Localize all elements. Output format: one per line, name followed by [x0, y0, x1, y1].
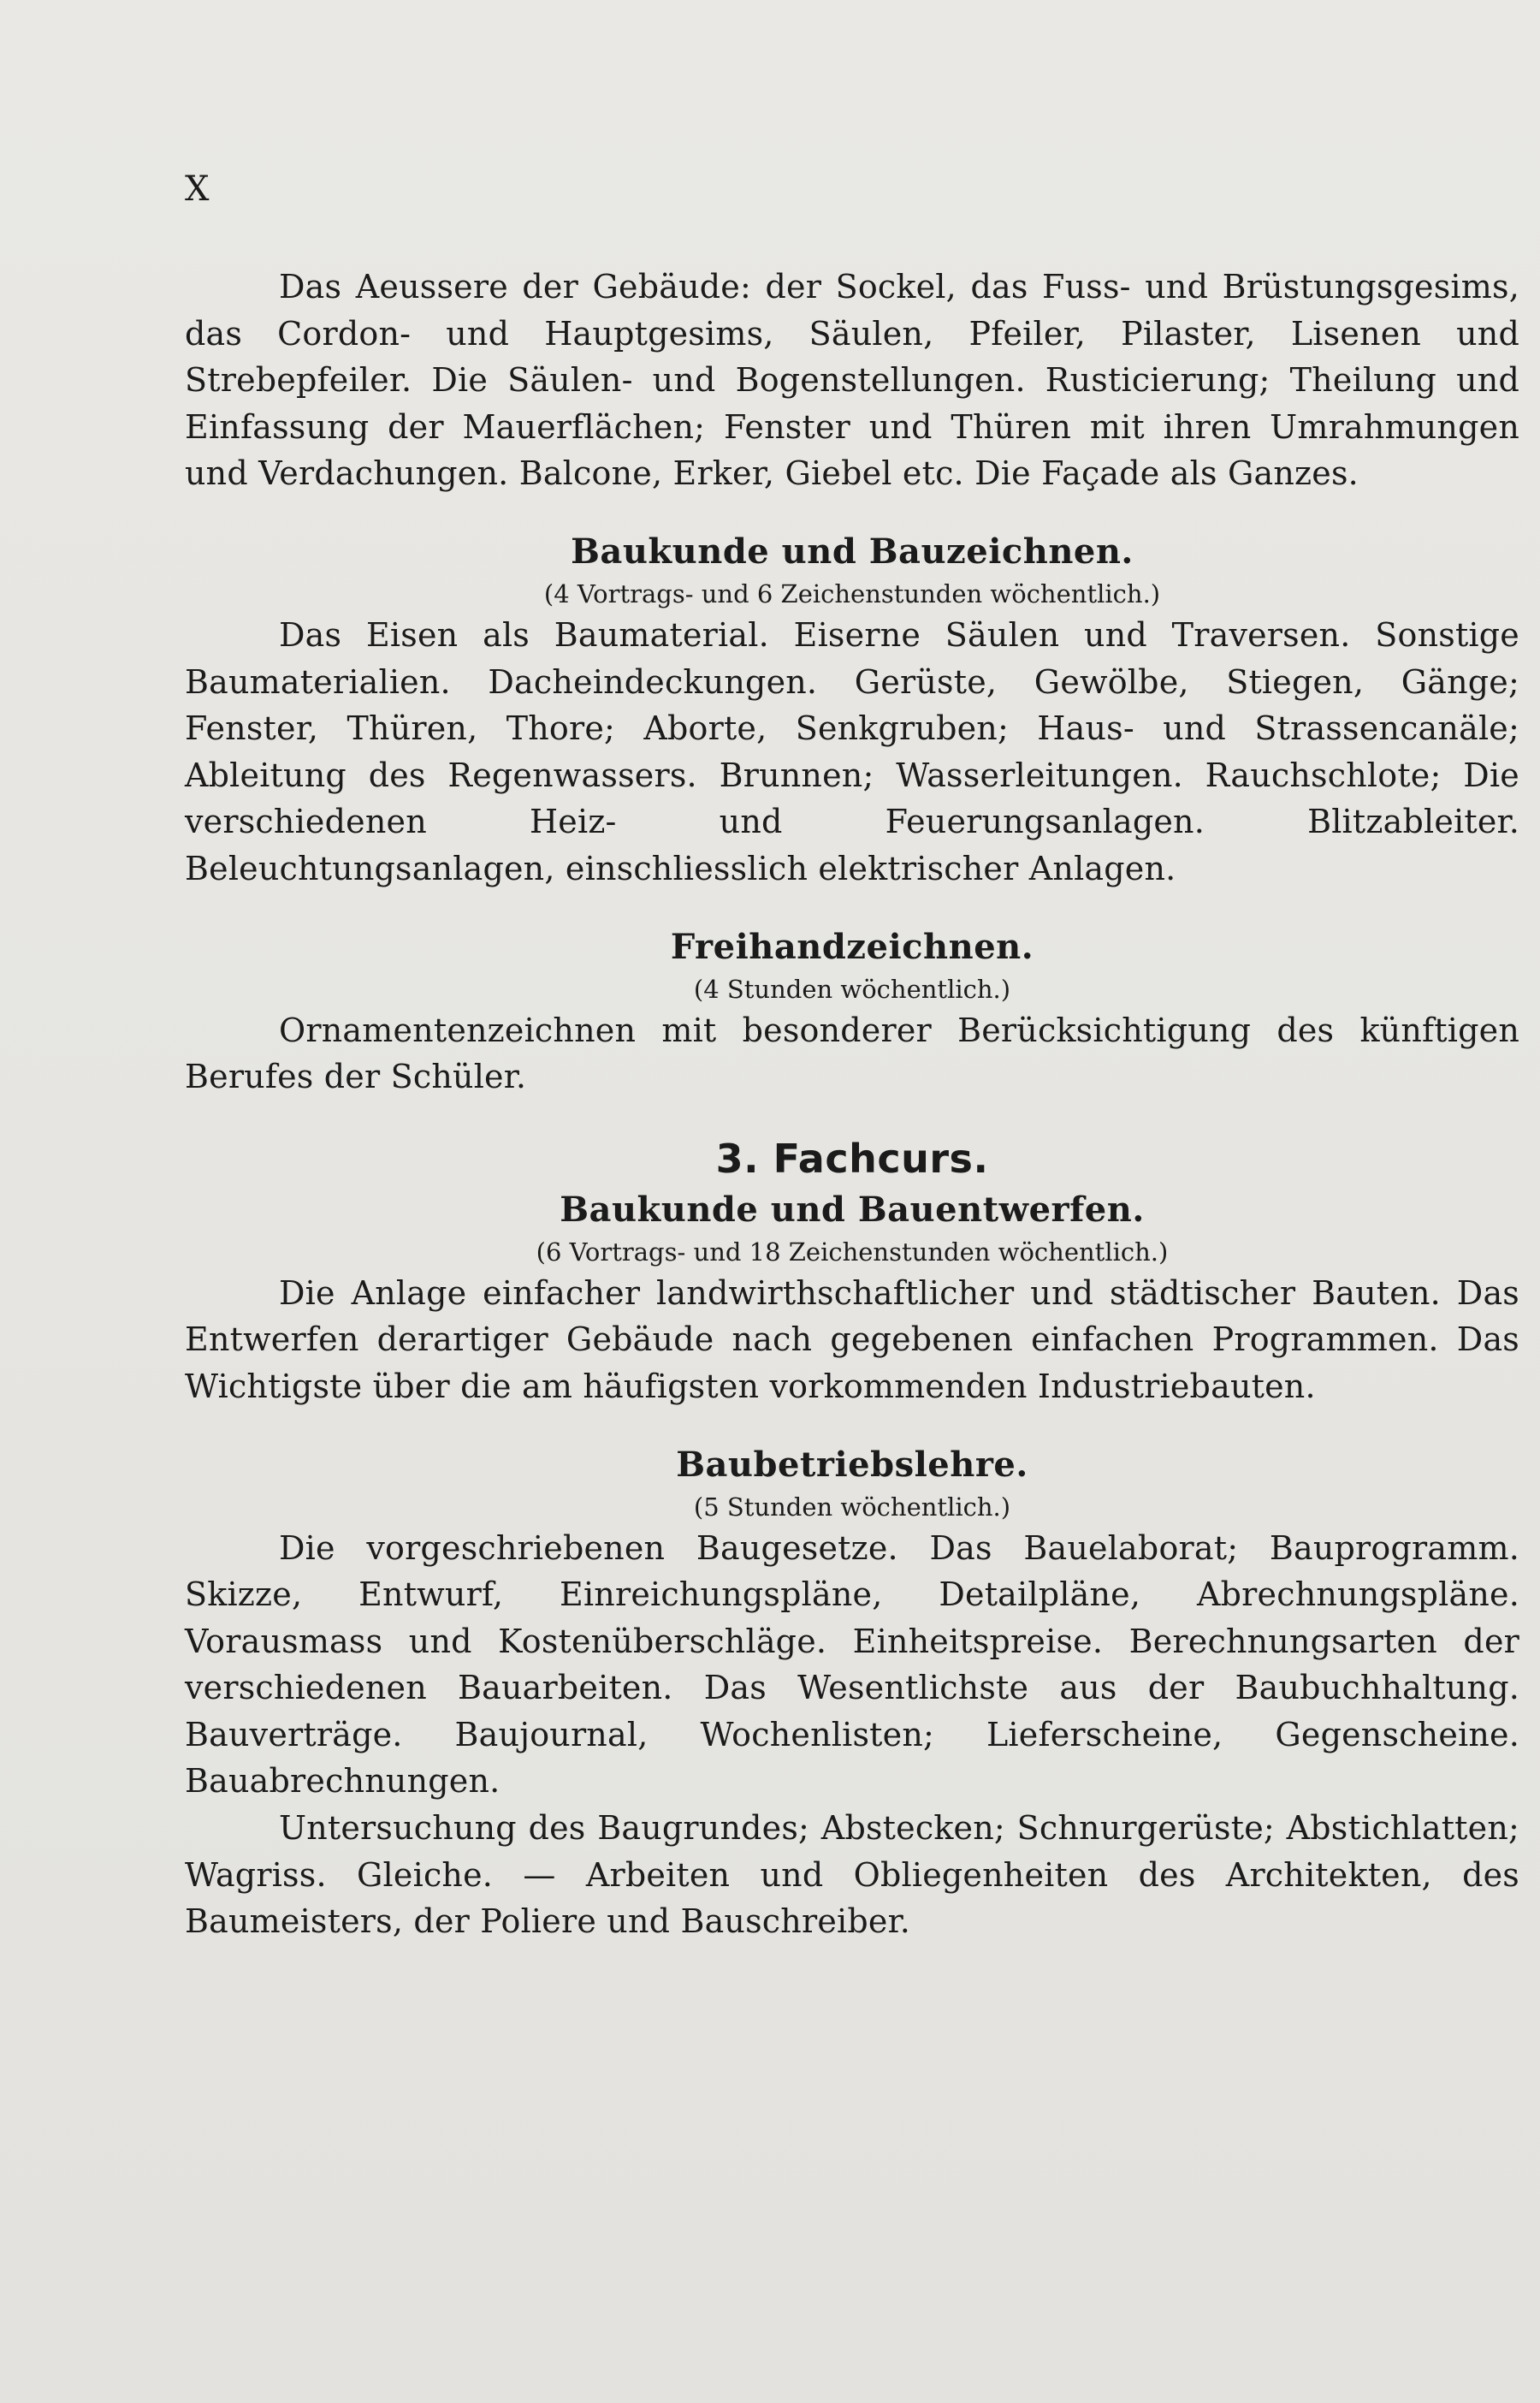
section-title-baukunde-bauzeichnen: Baukunde und Bauzeichnen.: [571, 531, 1134, 572]
section-title-baubetriebslehre: Baubetriebslehre.: [676, 1444, 1028, 1485]
section-hours-baukunde-bauzeichnen: (4 Vortrags- und 6 Zeichenstunden wöchentlich.): [543, 578, 1161, 608]
section-hours-baubetriebslehre: (5 Stunden wöchentlich.): [693, 1492, 1011, 1522]
paragraph-freihandzeichnen: Ornamentenzeichnen mit besonderer Berücksichtigung des künftigen Berufes der Schüler.: [185, 1011, 1519, 1096]
page-number: X: [185, 169, 210, 209]
intro-paragraph: Das Aeussere der Gebäude: der Sockel, das Fuss- und Brüstungsgesims, das Cordon- und Hauptgesims, Säulen, Pfeiler, Pilaster, Lisenen und Strebepfeiler. Die Säulen- und Bogenstellungen. Rusticierung; Theilung und Einfassung der Mauerflächen; Fenster und Thüren mit ihren Umrahmungen und Verdachungen. Balcone, Erker, Giebel etc. Die Façade als Ganzes.: [185, 268, 1519, 493]
heading-fachcurs: 3. Fachcurs.: [715, 1135, 989, 1182]
paragraph-baukunde-bauentwerfen: Die Anlage einfacher landwirthschaftlicher und städtischer Bauten. Das Entwerfen derartiger Gebäude nach gegebenen einfachen Programmen. Das Wichtigste über die am häufigsten vorkommenden Industriebauten.: [185, 1273, 1519, 1405]
page-content: [185, 264, 1519, 1945]
paragraph-baukunde-bauzeichnen: Das Eisen als Baumaterial. Eiserne Säulen und Traversen. Sonstige Baumaterialien. Dacheindeckungen. Gerüste, Gewölbe, Stiegen, Gänge; Fenster, Thüren, Thore; Aborte, Senkgruben; Haus- und Strassencanäle; Ableitung des Regenwassers. Brunnen; Wasserleitungen. Rauchschlote; Die verschiedenen Heiz- und Feuerungsanlagen. Blitzableiter. Beleuchtungsanlagen, einschliesslich elektrischer Anlagen.: [185, 615, 1519, 887]
paragraph-baubetriebslehre-2: Untersuchung des Baugrundes; Abstecken; Schnurgerüste; Abstichlatten; Wagriss. Gleiche. — Arbeiten und Obliegenheiten des Architekten, des Baumeisters, der Poliere und Bauschreiber.: [185, 1809, 1519, 1941]
section-hours-freihandzeichnen: (4 Stunden wöchentlich.): [693, 974, 1011, 1004]
section-title-baukunde-bauentwerfen: Baukunde und Bauentwerfen.: [560, 1189, 1145, 1230]
section-title-freihandzeichnen: Freihandzeichnen.: [670, 926, 1034, 967]
paragraph-baubetriebslehre-1: Die vorgeschriebenen Baugesetze. Das Bauelaborat; Bauprogramm. Skizze, Entwurf, Einreichungspläne, Detailpläne, Abrechnungspläne. Vorausmass und Kostenüberschläge. Einheitspreise. Berechnungsarten der verschiedenen Bauarbeiten. Das Wesentlichste aus der Baubuchhaltung. Bauverträge. Baujournal, Wochenlisten; Lieferscheine, Gegenscheine. Bauabrechnungen.: [185, 1528, 1519, 1801]
section-hours-baukunde-bauentwerfen: (6 Vortrags- und 18 Zeichenstunden wöchentlich.): [536, 1237, 1169, 1267]
